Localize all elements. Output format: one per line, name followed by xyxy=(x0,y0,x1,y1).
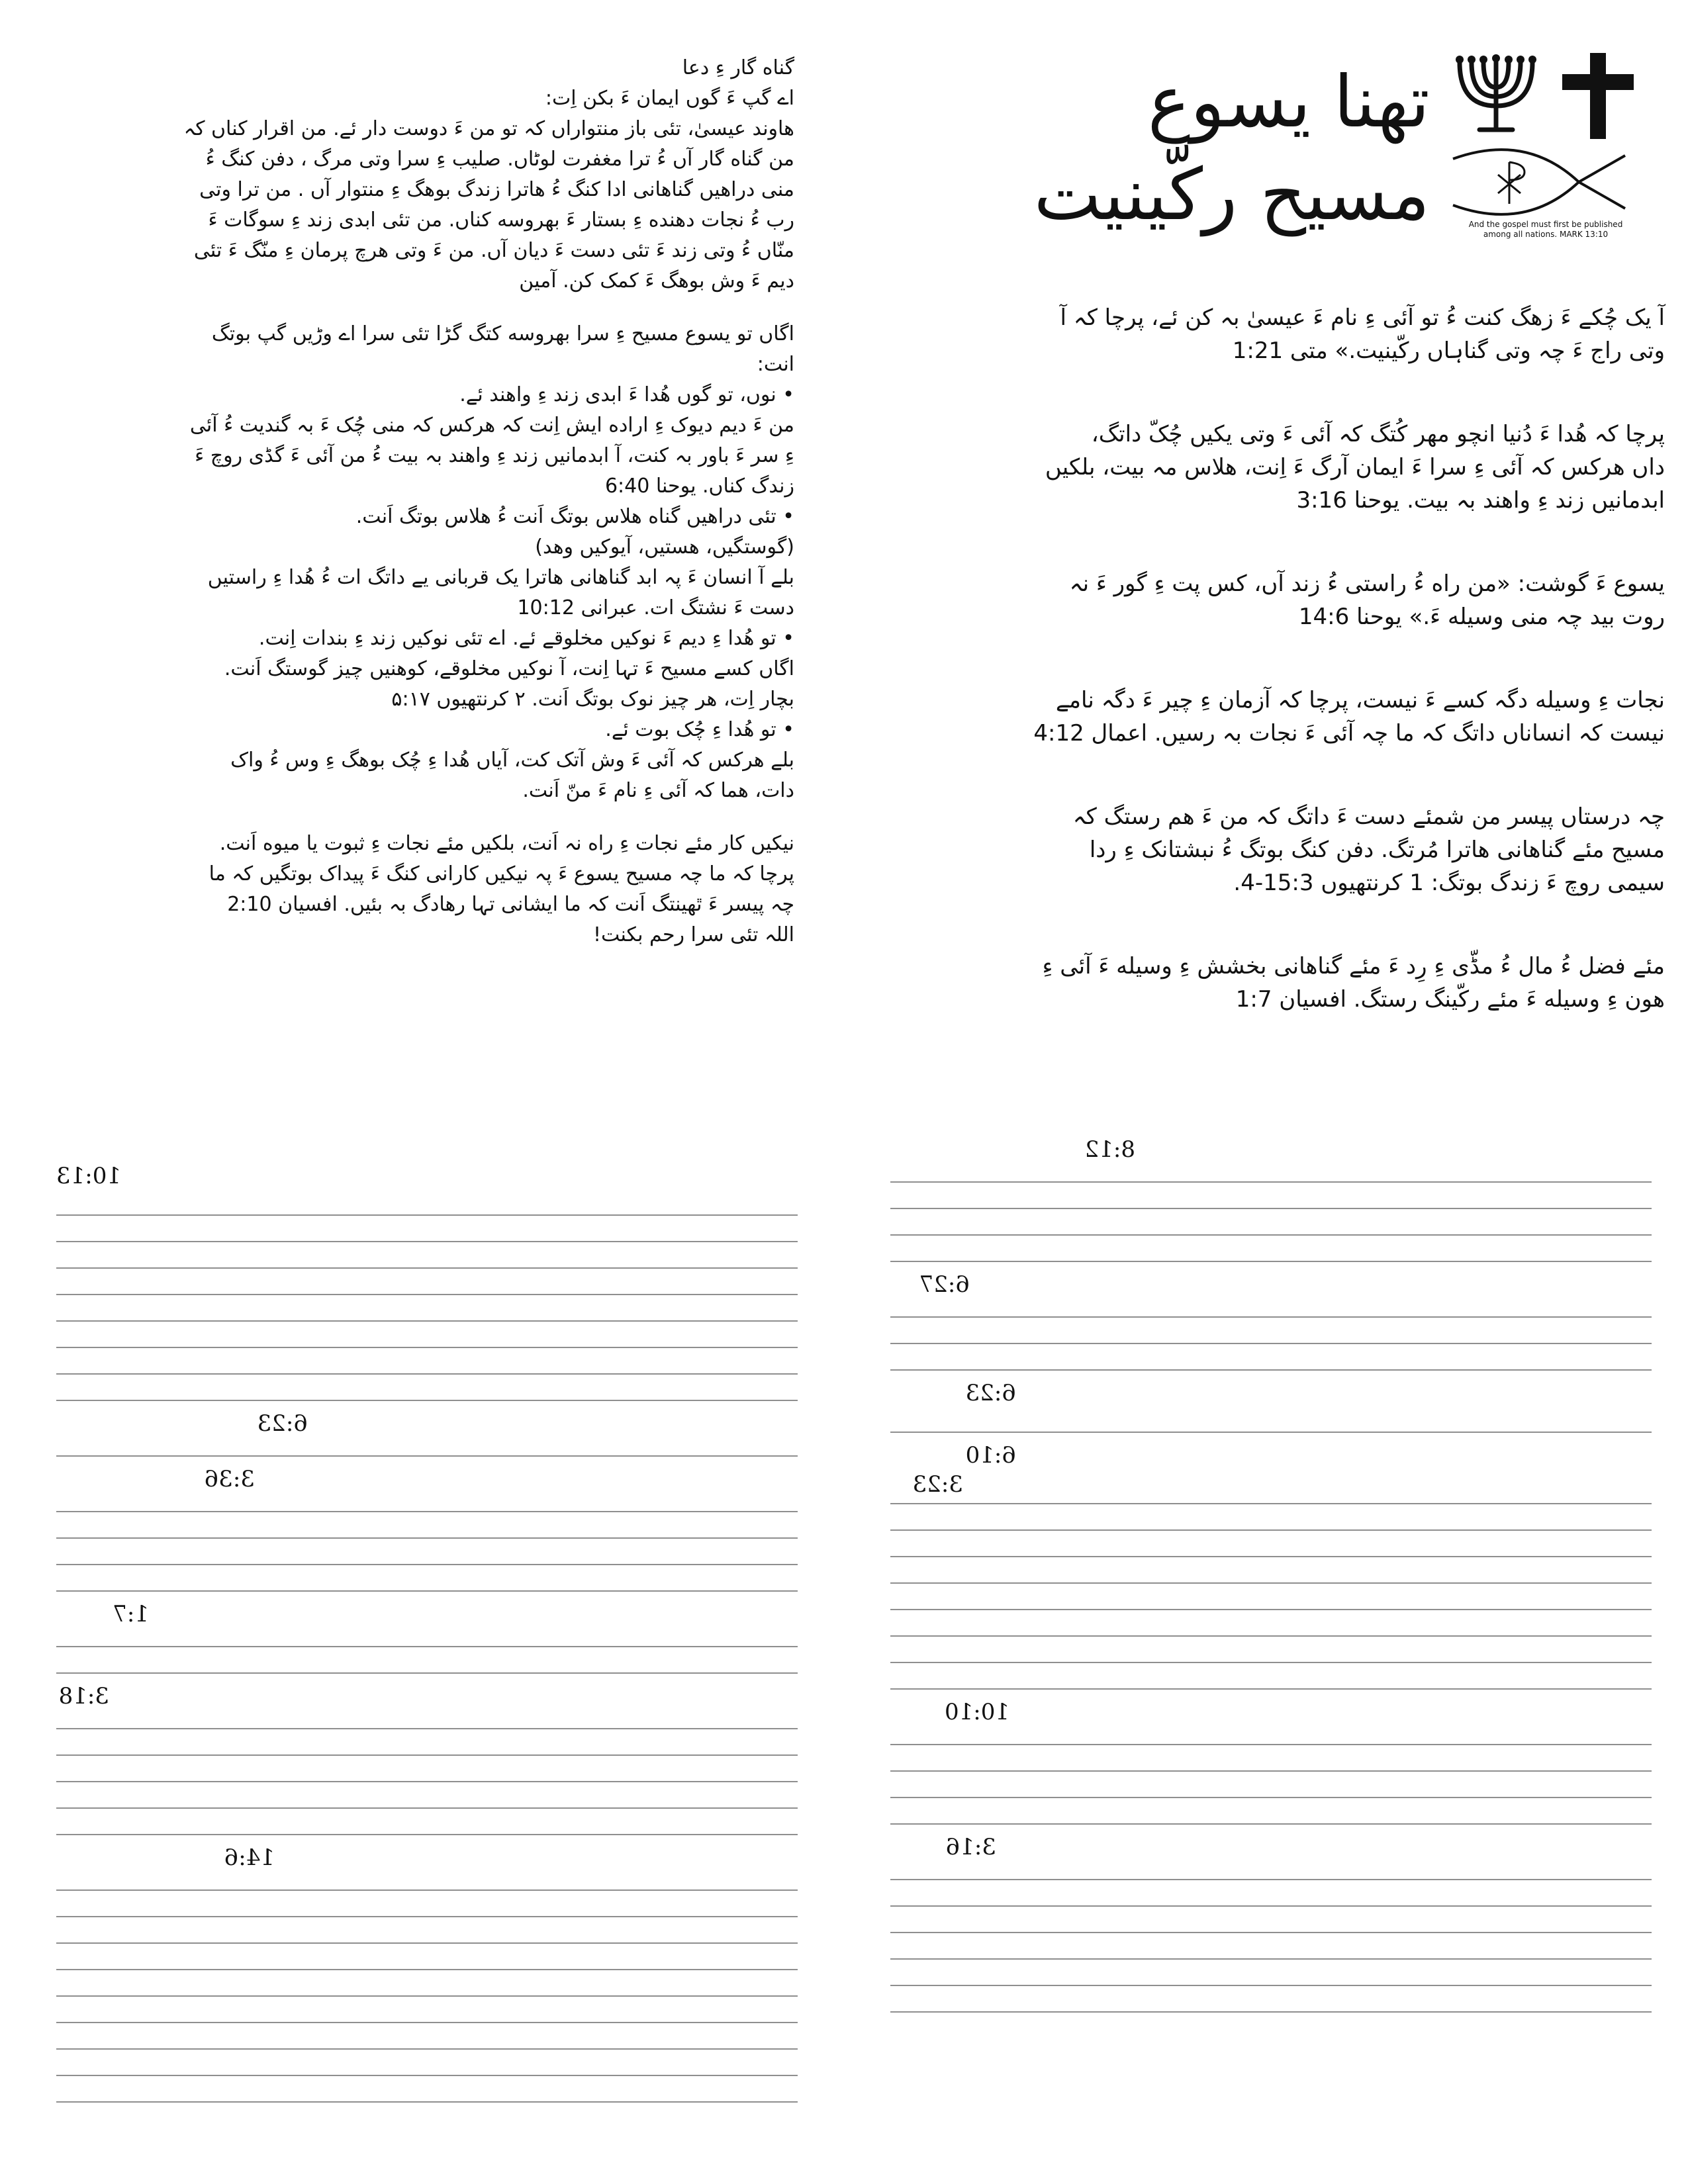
mirror-ref-12: 10:10 xyxy=(945,1699,1009,1725)
mirrored-text-left xyxy=(56,1161,798,2111)
chi-rho-icon xyxy=(1498,162,1524,204)
page-title xyxy=(993,56,1430,242)
mirror-ref-7: 8:12 xyxy=(1084,1136,1135,1163)
logo-caption: And the gospel must first be published among all nations. MARK 13:10 xyxy=(1468,220,1623,239)
verse-1: آ یک چُکے ءَ زهگ کنت ءُ تو آئی ءِ نام ءَ عیسیٰ بہ کن ئے، پرچا کہ آ وتی راج ءَ چہ وتی گناہاں رکّینیت.» متی 1:21 xyxy=(1060,304,1665,364)
closing-paragraph: نیکیں کار مئے نجات ءِ راه نہ اَنت، بلکیں مئے نجات ءِ ثبوت یا میوه اَنت. پرچا کہ ما چہ مسیح یسوع ءَ پہ نیکیں کارانی کنگ ءَ پیداک بوتگیں کہ ما چہ پیسر ءَ ٿهینتگ اَنت کہ ما ایشانی تہا رهادگ بہ بئیں. افسیان 2:10 اللہ تئی سرا رحم بکنت! xyxy=(209,832,794,946)
title-line-2: مسیح رکّینیت xyxy=(1033,154,1430,236)
logo xyxy=(1446,53,1645,251)
mirror-ref-2: 6:23 xyxy=(257,1410,308,1437)
title-line-1: تهنا یسوع xyxy=(1147,61,1430,144)
assurance-intro-1: اگاں تو یسوع مسیح ءِ سرا بهروسه کتگ گڑا تئی سرا اے وڑیں گپ بوتگ xyxy=(211,322,794,345)
assurance-intro-2: انت: xyxy=(757,353,794,376)
mirror-ref-11: 3:23 xyxy=(912,1471,963,1498)
verse-6: مئے فضل ءُ مال ءُ مڈّی ءِ رِد ءَ مئے گناهانی بخشش ءِ وسیله ءَ آئی ءِ هون ءِ وسیله ءَ مئے رکّینگ رستگ. افسیان 1:7 xyxy=(1042,953,1665,1013)
bullet-1: • نوں، تو گوں هُدا ءَ ابدی زند ءِ واهند ئے. من ءَ دیم دیوک ءِ اراده ایش اِنت کہ هرکس کہ منی چُک ءَ بہ گندیت ءُ آئی ءِ سر ءَ باور بہ کنت، آ ابدمانیں زند ءِ واهند بہ بیت ءُ من آئی ءَ گڈی روچ ءَ زندگ کناں. یوحنا 6:40 xyxy=(189,383,794,498)
mirror-ref-4: 1:7 xyxy=(113,1601,149,1627)
verse-4: نجات ءِ وسیله دگہ کسے ءَ نیست، پرچا کہ آزمان ءِ چیر ءَ دگہ نامے نیست کہ انساناں داتگ کہ ما چہ آئی ءَ نجات بہ رسیں. اعمال 4:12 xyxy=(1033,687,1665,747)
prayer-section xyxy=(46,53,794,950)
bullet-4: • تو هُدا ءِ چُک بوت ئے. بلے هرکس کہ آئی ءَ وش آتک کت، آیاں هُدا ءِ چُک بوهگ ءِ وس ءُ واک دات، هما کہ آئی ءِ نام ءَ منّ اَنت. xyxy=(230,718,794,802)
cross-icon xyxy=(1562,53,1635,139)
mirror-ref-1: 10:13 xyxy=(56,1163,121,1189)
mirrored-text-right xyxy=(890,1135,1652,2021)
bullet-2: • تئی دراهیں گناه هلاس بوتگ اَنت ءُ هلاس بوتگ اَنت. (گوستگیں، هستیں، آیوکیں وهد) بلے آ انسان ءَ پہ ابد گناهانی هاترا یک قربانی یے داتگ ات ءُ هُدا ءِ راستیں دست ءَ نشتگ ات. عبرانی 10:12 xyxy=(207,505,794,619)
mirror-ref-10: 6:10 xyxy=(965,1442,1016,1469)
prayer-body: هاوند عیسیٰ، تئی باز منتواراں کہ تو من ءَ دوست دار ئے. من اقرار کناں کہ من گناه گار آں ءُ ترا مغفرت لوٹاں. صلیب ءِ سرا وتی مرگ ، دفن کنگ ءُ منی دراهیں گناهانی ادا کنگ ءُ هاترا زندگ بوهگ ءِ منتوار آں . من ترا وتی رب ءُ نجات دهنده ءِ بستار ءَ بهروسه کناں. من تئی ابدی زند ءِ سوگات ءَ منّاں ءُ وتی زند ءَ تئی دست ءَ دیان آں. من ءَ وتی هرچ پرمان ءِ منّگ ءَ تئی دیم ءَ وش بوهگ ءَ کمک کن. آمین xyxy=(183,117,794,293)
mirror-ref-5: 3:18 xyxy=(58,1683,109,1709)
mirror-ref-3: 3:36 xyxy=(204,1466,255,1492)
mirror-ref-13: 3:16 xyxy=(945,1834,996,1860)
verse-3: یسوع ءَ گوشت: «من راه ءُ راستی ءُ زند آں، کس پت ءِ گور ءَ نہ روت بید چہ منی وسیله ءَ.» یوحنا 14:6 xyxy=(1069,570,1665,630)
prayer-heading: گناه گار ءِ دعا xyxy=(682,56,794,79)
mirror-ref-8: 6:27 xyxy=(919,1271,970,1298)
bullet-3: • تو هُدا ءِ دیم ءَ نوکیں مخلوقے ئے. اے تئی نوکیں زند ءِ بندات اِنت. اگاں کسے مسیح ءَ تہا اِنت، آ نوکیں مخلوقے، کوهنیں چیز گوستگ اَنت. بچار اِت، هر چیز نوک بوتگ اَنت. ۲ کرنتهیوں ۵:۱۷ xyxy=(224,627,794,711)
mirror-ref-6: 14:6 xyxy=(224,1844,275,1871)
ichthys-fish-icon xyxy=(1446,146,1645,218)
verse-list xyxy=(890,301,1665,1066)
mirror-ref-9: 6:23 xyxy=(965,1380,1016,1406)
verse-5: چہ درستاں پیسر من شمئے دست ءَ داتگ کہ من ءَ هم رستگ کہ مسیح مئے گناهانی هاترا مُرتگ. دفن کنگ بوتگ ءُ نبشتانک ءِ ردا سیمی روچ ءَ زندگ بوتگ: 1 کرنتهیوں 15:3-4. xyxy=(1072,803,1665,896)
prayer-intro: اے گپ ءَ گوں ایمان ءَ بکن اِت: xyxy=(545,87,794,110)
verse-2: پرچا کہ هُدا ءَ دُنیا انچو مهر کُتگ کہ آئی ءَ وتی یکیں چُکّ داتگ، داں هرکس کہ آئی ءِ سرا ءَ ایمان آرگ ءَ اِنت، هلاس مہ بیت، بلکیں ابدمانیں زند ءِ واهند بہ بیت. یوحنا 3:16 xyxy=(1045,421,1665,514)
menorah-icon xyxy=(1446,53,1546,139)
